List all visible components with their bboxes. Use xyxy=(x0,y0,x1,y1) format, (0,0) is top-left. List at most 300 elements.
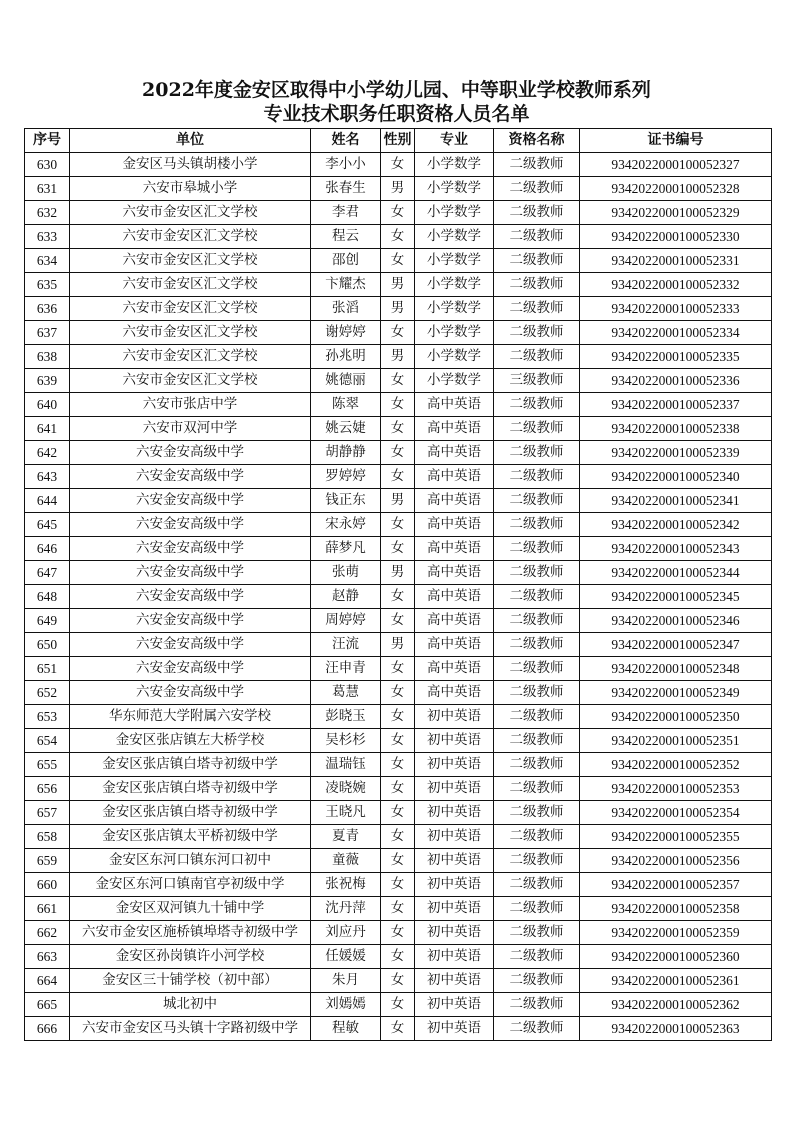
cell-index: 642 xyxy=(25,441,70,465)
cell-subject: 高中英语 xyxy=(415,609,494,633)
cell-gender: 女 xyxy=(381,1017,415,1041)
table-row xyxy=(25,873,772,897)
table-row xyxy=(25,249,772,273)
table-row xyxy=(25,969,772,993)
cell-index: 663 xyxy=(25,945,70,969)
cell-index: 641 xyxy=(25,417,70,441)
cell-qualification: 二级教师 xyxy=(494,345,580,369)
cell-gender: 女 xyxy=(381,873,415,897)
cell-qualification: 二级教师 xyxy=(494,993,580,1017)
table-row xyxy=(25,609,772,633)
cell-unit: 金安区张店镇太平桥初级中学 xyxy=(70,825,311,849)
table-row xyxy=(25,441,772,465)
cell-gender: 女 xyxy=(381,993,415,1017)
cell-subject: 高中英语 xyxy=(415,465,494,489)
cell-unit: 金安区东河口镇南官亭初级中学 xyxy=(70,873,311,897)
cell-qualification: 二级教师 xyxy=(494,441,580,465)
cell-unit: 金安区孙岗镇许小河学校 xyxy=(70,945,311,969)
cell-qualification: 二级教师 xyxy=(494,249,580,273)
cell-name: 凌晓婉 xyxy=(311,777,381,801)
cell-name: 程敏 xyxy=(311,1017,381,1041)
cell-unit: 六安市金安区马头镇十字路初级中学 xyxy=(70,1017,311,1041)
table-row xyxy=(25,177,772,201)
cell-unit: 六安市金安区汇文学校 xyxy=(70,225,311,249)
cell-subject: 初中英语 xyxy=(415,993,494,1017)
cell-index: 644 xyxy=(25,489,70,513)
cell-name: 张祝梅 xyxy=(311,873,381,897)
cell-name: 孙兆明 xyxy=(311,345,381,369)
cell-subject: 初中英语 xyxy=(415,825,494,849)
table-row xyxy=(25,681,772,705)
cell-certificate: 9342022000100052330 xyxy=(580,225,772,249)
cell-name: 谢婷婷 xyxy=(311,321,381,345)
cell-gender: 女 xyxy=(381,657,415,681)
cell-unit: 六安金安高级中学 xyxy=(70,441,311,465)
cell-gender: 女 xyxy=(381,825,415,849)
header-subject: 专业 xyxy=(415,129,494,153)
roster-table xyxy=(24,128,772,1041)
table-row xyxy=(25,1017,772,1041)
cell-index: 660 xyxy=(25,873,70,897)
cell-unit: 六安金安高级中学 xyxy=(70,513,311,537)
cell-unit: 金安区东河口镇东河口初中 xyxy=(70,849,311,873)
table-row xyxy=(25,801,772,825)
cell-index: 655 xyxy=(25,753,70,777)
cell-name: 汪流 xyxy=(311,633,381,657)
table-row xyxy=(25,225,772,249)
table-row xyxy=(25,657,772,681)
cell-qualification: 二级教师 xyxy=(494,177,580,201)
cell-qualification: 二级教师 xyxy=(494,273,580,297)
cell-gender: 男 xyxy=(381,273,415,297)
cell-certificate: 9342022000100052341 xyxy=(580,489,772,513)
cell-index: 654 xyxy=(25,729,70,753)
cell-subject: 初中英语 xyxy=(415,1017,494,1041)
cell-unit: 六安市张店中学 xyxy=(70,393,311,417)
table-row xyxy=(25,825,772,849)
cell-qualification: 二级教师 xyxy=(494,801,580,825)
cell-qualification: 二级教师 xyxy=(494,393,580,417)
cell-unit: 六安金安高级中学 xyxy=(70,681,311,705)
table-row xyxy=(25,345,772,369)
cell-certificate: 9342022000100052353 xyxy=(580,777,772,801)
cell-certificate: 9342022000100052339 xyxy=(580,441,772,465)
table-row xyxy=(25,513,772,537)
table-row xyxy=(25,537,772,561)
cell-gender: 男 xyxy=(381,177,415,201)
cell-unit: 金安区双河镇九十铺中学 xyxy=(70,897,311,921)
cell-index: 656 xyxy=(25,777,70,801)
table-row xyxy=(25,465,772,489)
cell-gender: 女 xyxy=(381,609,415,633)
cell-qualification: 二级教师 xyxy=(494,297,580,321)
cell-unit: 六安市金安区汇文学校 xyxy=(70,369,311,393)
cell-unit: 六安金安高级中学 xyxy=(70,633,311,657)
cell-qualification: 二级教师 xyxy=(494,729,580,753)
cell-subject: 高中英语 xyxy=(415,441,494,465)
cell-subject: 初中英语 xyxy=(415,849,494,873)
cell-name: 张春生 xyxy=(311,177,381,201)
cell-index: 662 xyxy=(25,921,70,945)
cell-certificate: 9342022000100052335 xyxy=(580,345,772,369)
cell-index: 666 xyxy=(25,1017,70,1041)
table-row xyxy=(25,201,772,225)
cell-name: 卞耀杰 xyxy=(311,273,381,297)
cell-certificate: 9342022000100052360 xyxy=(580,945,772,969)
cell-unit: 六安市金安区汇文学校 xyxy=(70,321,311,345)
table-body xyxy=(25,153,772,1041)
cell-gender: 女 xyxy=(381,681,415,705)
cell-unit: 六安市金安区施桥镇埠塔寺初级中学 xyxy=(70,921,311,945)
cell-certificate: 9342022000100052359 xyxy=(580,921,772,945)
cell-subject: 小学数学 xyxy=(415,273,494,297)
cell-name: 李小小 xyxy=(311,153,381,177)
cell-index: 634 xyxy=(25,249,70,273)
cell-gender: 女 xyxy=(381,705,415,729)
cell-qualification: 二级教师 xyxy=(494,705,580,729)
table-row xyxy=(25,561,772,585)
cell-certificate: 9342022000100052350 xyxy=(580,705,772,729)
cell-gender: 女 xyxy=(381,393,415,417)
table-header-row xyxy=(25,129,772,153)
cell-qualification: 二级教师 xyxy=(494,561,580,585)
cell-subject: 初中英语 xyxy=(415,777,494,801)
header-index: 序号 xyxy=(25,129,70,153)
cell-certificate: 9342022000100052357 xyxy=(580,873,772,897)
cell-gender: 女 xyxy=(381,729,415,753)
cell-name: 葛慧 xyxy=(311,681,381,705)
cell-name: 张萌 xyxy=(311,561,381,585)
cell-certificate: 9342022000100052336 xyxy=(580,369,772,393)
cell-gender: 男 xyxy=(381,489,415,513)
cell-subject: 初中英语 xyxy=(415,921,494,945)
cell-certificate: 9342022000100052331 xyxy=(580,249,772,273)
cell-gender: 女 xyxy=(381,849,415,873)
cell-certificate: 9342022000100052332 xyxy=(580,273,772,297)
cell-unit: 金安区张店镇左大桥学校 xyxy=(70,729,311,753)
table-row xyxy=(25,369,772,393)
cell-subject: 初中英语 xyxy=(415,801,494,825)
cell-certificate: 9342022000100052329 xyxy=(580,201,772,225)
cell-certificate: 9342022000100052355 xyxy=(580,825,772,849)
cell-name: 周婷婷 xyxy=(311,609,381,633)
cell-qualification: 二级教师 xyxy=(494,225,580,249)
cell-name: 夏青 xyxy=(311,825,381,849)
cell-certificate: 9342022000100052338 xyxy=(580,417,772,441)
cell-name: 薛梦凡 xyxy=(311,537,381,561)
cell-qualification: 二级教师 xyxy=(494,945,580,969)
cell-certificate: 9342022000100052358 xyxy=(580,897,772,921)
cell-index: 635 xyxy=(25,273,70,297)
cell-index: 630 xyxy=(25,153,70,177)
cell-name: 彭晓玉 xyxy=(311,705,381,729)
cell-index: 659 xyxy=(25,849,70,873)
cell-qualification: 二级教师 xyxy=(494,753,580,777)
table-row xyxy=(25,633,772,657)
table-row xyxy=(25,585,772,609)
cell-unit: 六安市金安区汇文学校 xyxy=(70,273,311,297)
cell-gender: 女 xyxy=(381,801,415,825)
cell-index: 631 xyxy=(25,177,70,201)
table-row xyxy=(25,777,772,801)
cell-subject: 初中英语 xyxy=(415,729,494,753)
header-qualification: 资格名称 xyxy=(494,129,580,153)
cell-certificate: 9342022000100052362 xyxy=(580,993,772,1017)
cell-name: 赵静 xyxy=(311,585,381,609)
cell-gender: 男 xyxy=(381,633,415,657)
cell-index: 664 xyxy=(25,969,70,993)
cell-certificate: 9342022000100052334 xyxy=(580,321,772,345)
cell-unit: 六安市金安区汇文学校 xyxy=(70,297,311,321)
cell-index: 643 xyxy=(25,465,70,489)
cell-certificate: 9342022000100052363 xyxy=(580,1017,772,1041)
cell-unit: 六安金安高级中学 xyxy=(70,489,311,513)
cell-qualification: 二级教师 xyxy=(494,681,580,705)
cell-unit: 六安市金安区汇文学校 xyxy=(70,201,311,225)
cell-unit: 金安区马头镇胡楼小学 xyxy=(70,153,311,177)
cell-index: 637 xyxy=(25,321,70,345)
cell-certificate: 9342022000100052348 xyxy=(580,657,772,681)
table-row xyxy=(25,153,772,177)
cell-certificate: 9342022000100052349 xyxy=(580,681,772,705)
cell-unit: 六安金安高级中学 xyxy=(70,561,311,585)
cell-subject: 高中英语 xyxy=(415,681,494,705)
cell-subject: 高中英语 xyxy=(415,537,494,561)
cell-qualification: 二级教师 xyxy=(494,153,580,177)
cell-certificate: 9342022000100052340 xyxy=(580,465,772,489)
cell-unit: 六安市金安区汇文学校 xyxy=(70,249,311,273)
cell-index: 661 xyxy=(25,897,70,921)
cell-qualification: 二级教师 xyxy=(494,201,580,225)
cell-unit: 六安市皋城小学 xyxy=(70,177,311,201)
cell-qualification: 二级教师 xyxy=(494,1017,580,1041)
cell-gender: 女 xyxy=(381,513,415,537)
cell-gender: 女 xyxy=(381,201,415,225)
cell-index: 651 xyxy=(25,657,70,681)
cell-unit: 六安市双河中学 xyxy=(70,417,311,441)
cell-gender: 女 xyxy=(381,369,415,393)
cell-gender: 女 xyxy=(381,537,415,561)
cell-qualification: 二级教师 xyxy=(494,489,580,513)
cell-index: 633 xyxy=(25,225,70,249)
cell-index: 640 xyxy=(25,393,70,417)
cell-name: 任媛媛 xyxy=(311,945,381,969)
cell-subject: 小学数学 xyxy=(415,153,494,177)
cell-gender: 男 xyxy=(381,561,415,585)
cell-certificate: 9342022000100052347 xyxy=(580,633,772,657)
cell-name: 钱正东 xyxy=(311,489,381,513)
table-row xyxy=(25,393,772,417)
cell-subject: 高中英语 xyxy=(415,513,494,537)
cell-qualification: 二级教师 xyxy=(494,537,580,561)
cell-unit: 六安金安高级中学 xyxy=(70,465,311,489)
cell-qualification: 二级教师 xyxy=(494,465,580,489)
cell-unit: 金安区张店镇白塔寺初级中学 xyxy=(70,801,311,825)
cell-gender: 女 xyxy=(381,225,415,249)
table-row xyxy=(25,705,772,729)
cell-certificate: 9342022000100052342 xyxy=(580,513,772,537)
cell-name: 童薇 xyxy=(311,849,381,873)
cell-subject: 小学数学 xyxy=(415,345,494,369)
cell-gender: 女 xyxy=(381,897,415,921)
cell-subject: 初中英语 xyxy=(415,897,494,921)
cell-index: 657 xyxy=(25,801,70,825)
cell-index: 650 xyxy=(25,633,70,657)
cell-gender: 女 xyxy=(381,945,415,969)
cell-name: 刘嫣嫣 xyxy=(311,993,381,1017)
cell-name: 王晓凡 xyxy=(311,801,381,825)
cell-gender: 女 xyxy=(381,153,415,177)
cell-gender: 女 xyxy=(381,321,415,345)
cell-name: 温瑞钰 xyxy=(311,753,381,777)
cell-gender: 女 xyxy=(381,417,415,441)
cell-certificate: 9342022000100052351 xyxy=(580,729,772,753)
cell-name: 张滔 xyxy=(311,297,381,321)
cell-index: 652 xyxy=(25,681,70,705)
cell-index: 645 xyxy=(25,513,70,537)
cell-name: 姚德丽 xyxy=(311,369,381,393)
cell-qualification: 二级教师 xyxy=(494,417,580,441)
table-row xyxy=(25,273,772,297)
cell-subject: 初中英语 xyxy=(415,705,494,729)
cell-certificate: 9342022000100052343 xyxy=(580,537,772,561)
cell-gender: 女 xyxy=(381,969,415,993)
cell-subject: 小学数学 xyxy=(415,201,494,225)
cell-qualification: 二级教师 xyxy=(494,657,580,681)
cell-gender: 女 xyxy=(381,777,415,801)
cell-gender: 女 xyxy=(381,921,415,945)
cell-index: 636 xyxy=(25,297,70,321)
cell-certificate: 9342022000100052352 xyxy=(580,753,772,777)
table-row xyxy=(25,729,772,753)
cell-gender: 男 xyxy=(381,345,415,369)
table-row xyxy=(25,849,772,873)
cell-certificate: 9342022000100052346 xyxy=(580,609,772,633)
cell-name: 朱月 xyxy=(311,969,381,993)
cell-subject: 初中英语 xyxy=(415,753,494,777)
cell-certificate: 9342022000100052333 xyxy=(580,297,772,321)
cell-qualification: 二级教师 xyxy=(494,321,580,345)
cell-gender: 女 xyxy=(381,585,415,609)
table-row xyxy=(25,753,772,777)
cell-subject: 高中英语 xyxy=(415,633,494,657)
cell-certificate: 9342022000100052345 xyxy=(580,585,772,609)
cell-unit: 华东师范大学附属六安学校 xyxy=(70,705,311,729)
cell-unit: 六安金安高级中学 xyxy=(70,609,311,633)
cell-qualification: 二级教师 xyxy=(494,633,580,657)
table-row xyxy=(25,297,772,321)
cell-qualification: 二级教师 xyxy=(494,969,580,993)
cell-subject: 初中英语 xyxy=(415,969,494,993)
cell-index: 648 xyxy=(25,585,70,609)
cell-gender: 女 xyxy=(381,465,415,489)
cell-certificate: 9342022000100052361 xyxy=(580,969,772,993)
cell-qualification: 二级教师 xyxy=(494,513,580,537)
cell-subject: 小学数学 xyxy=(415,297,494,321)
cell-name: 姚云婕 xyxy=(311,417,381,441)
table-row xyxy=(25,489,772,513)
cell-subject: 高中英语 xyxy=(415,657,494,681)
table-row xyxy=(25,945,772,969)
cell-subject: 小学数学 xyxy=(415,369,494,393)
cell-gender: 女 xyxy=(381,249,415,273)
cell-unit: 金安区张店镇白塔寺初级中学 xyxy=(70,777,311,801)
cell-qualification: 二级教师 xyxy=(494,825,580,849)
cell-subject: 高中英语 xyxy=(415,561,494,585)
header-gender: 性别 xyxy=(381,129,415,153)
cell-name: 李君 xyxy=(311,201,381,225)
table-row xyxy=(25,417,772,441)
cell-qualification: 二级教师 xyxy=(494,609,580,633)
cell-name: 邵创 xyxy=(311,249,381,273)
cell-qualification: 二级教师 xyxy=(494,777,580,801)
cell-unit: 城北初中 xyxy=(70,993,311,1017)
cell-index: 649 xyxy=(25,609,70,633)
document-title-line2: 专业技术职务任职资格人员名单 xyxy=(263,103,530,125)
cell-name: 刘应丹 xyxy=(311,921,381,945)
cell-index: 638 xyxy=(25,345,70,369)
cell-index: 639 xyxy=(25,369,70,393)
cell-qualification: 二级教师 xyxy=(494,897,580,921)
cell-index: 658 xyxy=(25,825,70,849)
cell-subject: 小学数学 xyxy=(415,177,494,201)
document-title-line1: 2022年度金安区取得中小学幼儿园、中等职业学校教师系列 xyxy=(142,79,651,101)
cell-qualification: 二级教师 xyxy=(494,921,580,945)
cell-unit: 六安金安高级中学 xyxy=(70,585,311,609)
cell-certificate: 9342022000100052354 xyxy=(580,801,772,825)
cell-unit: 六安金安高级中学 xyxy=(70,657,311,681)
table-row xyxy=(25,897,772,921)
cell-qualification: 二级教师 xyxy=(494,585,580,609)
cell-gender: 女 xyxy=(381,753,415,777)
cell-qualification: 三级教师 xyxy=(494,369,580,393)
header-certificate: 证书编号 xyxy=(580,129,772,153)
cell-gender: 男 xyxy=(381,297,415,321)
header-unit: 单位 xyxy=(70,129,311,153)
cell-certificate: 9342022000100052356 xyxy=(580,849,772,873)
cell-name: 罗婷婷 xyxy=(311,465,381,489)
cell-name: 沈丹萍 xyxy=(311,897,381,921)
cell-subject: 高中英语 xyxy=(415,585,494,609)
cell-certificate: 9342022000100052328 xyxy=(580,177,772,201)
cell-index: 646 xyxy=(25,537,70,561)
cell-name: 陈翠 xyxy=(311,393,381,417)
cell-certificate: 9342022000100052327 xyxy=(580,153,772,177)
cell-index: 665 xyxy=(25,993,70,1017)
cell-subject: 高中英语 xyxy=(415,393,494,417)
cell-subject: 小学数学 xyxy=(415,249,494,273)
cell-name: 吴杉杉 xyxy=(311,729,381,753)
cell-unit: 金安区三十铺学校（初中部） xyxy=(70,969,311,993)
cell-subject: 小学数学 xyxy=(415,321,494,345)
cell-qualification: 二级教师 xyxy=(494,849,580,873)
cell-unit: 金安区张店镇白塔寺初级中学 xyxy=(70,753,311,777)
cell-subject: 初中英语 xyxy=(415,945,494,969)
cell-name: 汪申青 xyxy=(311,657,381,681)
cell-subject: 高中英语 xyxy=(415,417,494,441)
cell-name: 宋永婷 xyxy=(311,513,381,537)
cell-subject: 小学数学 xyxy=(415,225,494,249)
cell-subject: 高中英语 xyxy=(415,489,494,513)
cell-index: 653 xyxy=(25,705,70,729)
table-row xyxy=(25,993,772,1017)
cell-certificate: 9342022000100052337 xyxy=(580,393,772,417)
cell-unit: 六安金安高级中学 xyxy=(70,537,311,561)
header-name: 姓名 xyxy=(311,129,381,153)
cell-index: 632 xyxy=(25,201,70,225)
table-row xyxy=(25,921,772,945)
cell-gender: 女 xyxy=(381,441,415,465)
